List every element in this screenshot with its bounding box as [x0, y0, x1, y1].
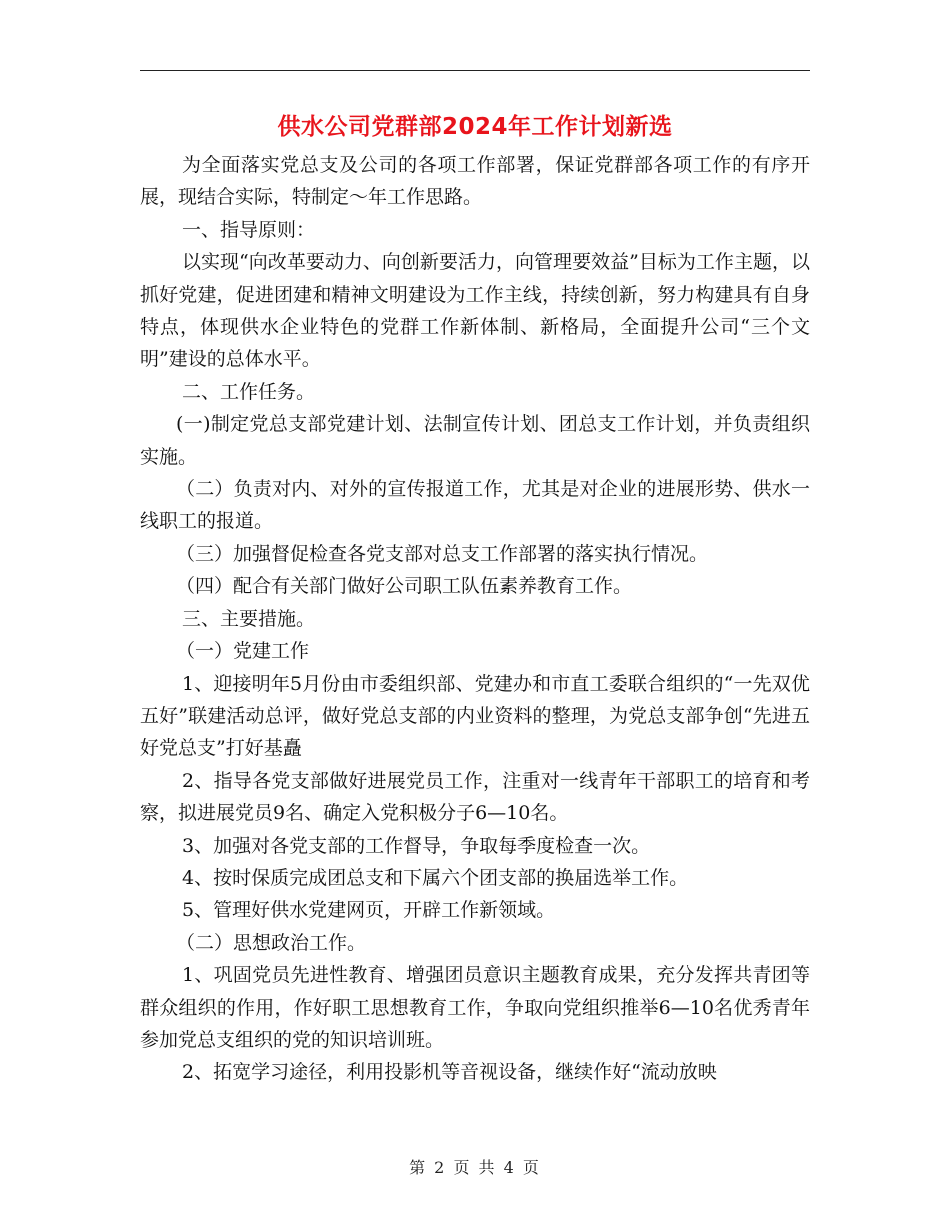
task-item-2: （二）负责对内、对外的宣传报道工作，尤其是对企业的进展形势、供水一线职工的报道。 — [140, 478, 810, 533]
measure-item-2: 2、指导各党支部做好进展党员工作，注重对一线青年干部职工的培育和考察，拟进展党员9名、确定入党积极分子6—10名。 — [140, 769, 810, 825]
measure-item-5: 5、管理好供水党建网页，开辟工作新领域。 — [182, 899, 556, 922]
document-body — [140, 149, 810, 1089]
header-rule — [140, 70, 810, 71]
ideological-item-1: 1、巩固党员先进性教育、增强团员意识主题教育成果，充分发挥共青团等群众组织的作用，作好职工思想教育工作，争取向党组织推举6—10名优秀青年参加党总支组织的党的知识培训班。 — [140, 964, 810, 1051]
subheading-party-building: （一）党建工作 — [176, 640, 310, 663]
heading-main-measures: 三、主要措施。 — [182, 607, 316, 630]
document-title: 供水公司党群部2024年工作计划新选 — [277, 114, 673, 140]
subheading-ideological-work: （二）思想政治工作。 — [176, 931, 367, 954]
paragraph-intro: 为全面落实党总支及公司的各项工作部署，保证党群部各项工作的有序开展，现结合实际，特制定～年工作思路。 — [140, 154, 810, 209]
page-footer: 第 2 页 共 4 页 — [409, 1158, 541, 1177]
task-item-1: (一)制定党总支部党建计划、法制宣传计划、团总支工作计划，并负责组织实施。 — [140, 413, 810, 468]
heading-guiding-principles: 一、指导原则： — [182, 218, 316, 241]
heading-work-tasks: 二、工作任务。 — [182, 380, 316, 403]
measure-item-1: 1、迎接明年5月份由市委组织部、党建办和市直工委联合组织的“一先双优五好”联建活动总评，做好党总支部的内业资料的整理，为党总支部争创“先进五好党总支”打好基矗 — [140, 672, 810, 760]
measure-item-3: 3、加强对各党支部的工作督导，争取每季度检查一次。 — [182, 834, 651, 857]
task-item-3: （三）加强督促检查各党支部对总支工作部署的落实执行情况。 — [176, 542, 709, 565]
paragraph-principles: 以实现“向改革要动力、向创新要活力，向管理要效益”目标为工作主题，以抓好党建，促进团建和精神文明建设为工作主线，持续创新，努力构建具有自身特点，体现供水企业特色的党群工作新体制、新格局，全面提升公司“三个文明”建设的总体水平。 — [140, 251, 810, 371]
measure-item-4: 4、按时保质完成团总支和下属六个团支部的换届选举工作。 — [182, 866, 689, 889]
task-item-4: （四）配合有关部门做好公司职工队伍素养教育工作。 — [176, 575, 633, 598]
ideological-item-2: 2、拓宽学习途径，利用投影机等音视设备，继续作好“流动放映 — [182, 1061, 717, 1084]
